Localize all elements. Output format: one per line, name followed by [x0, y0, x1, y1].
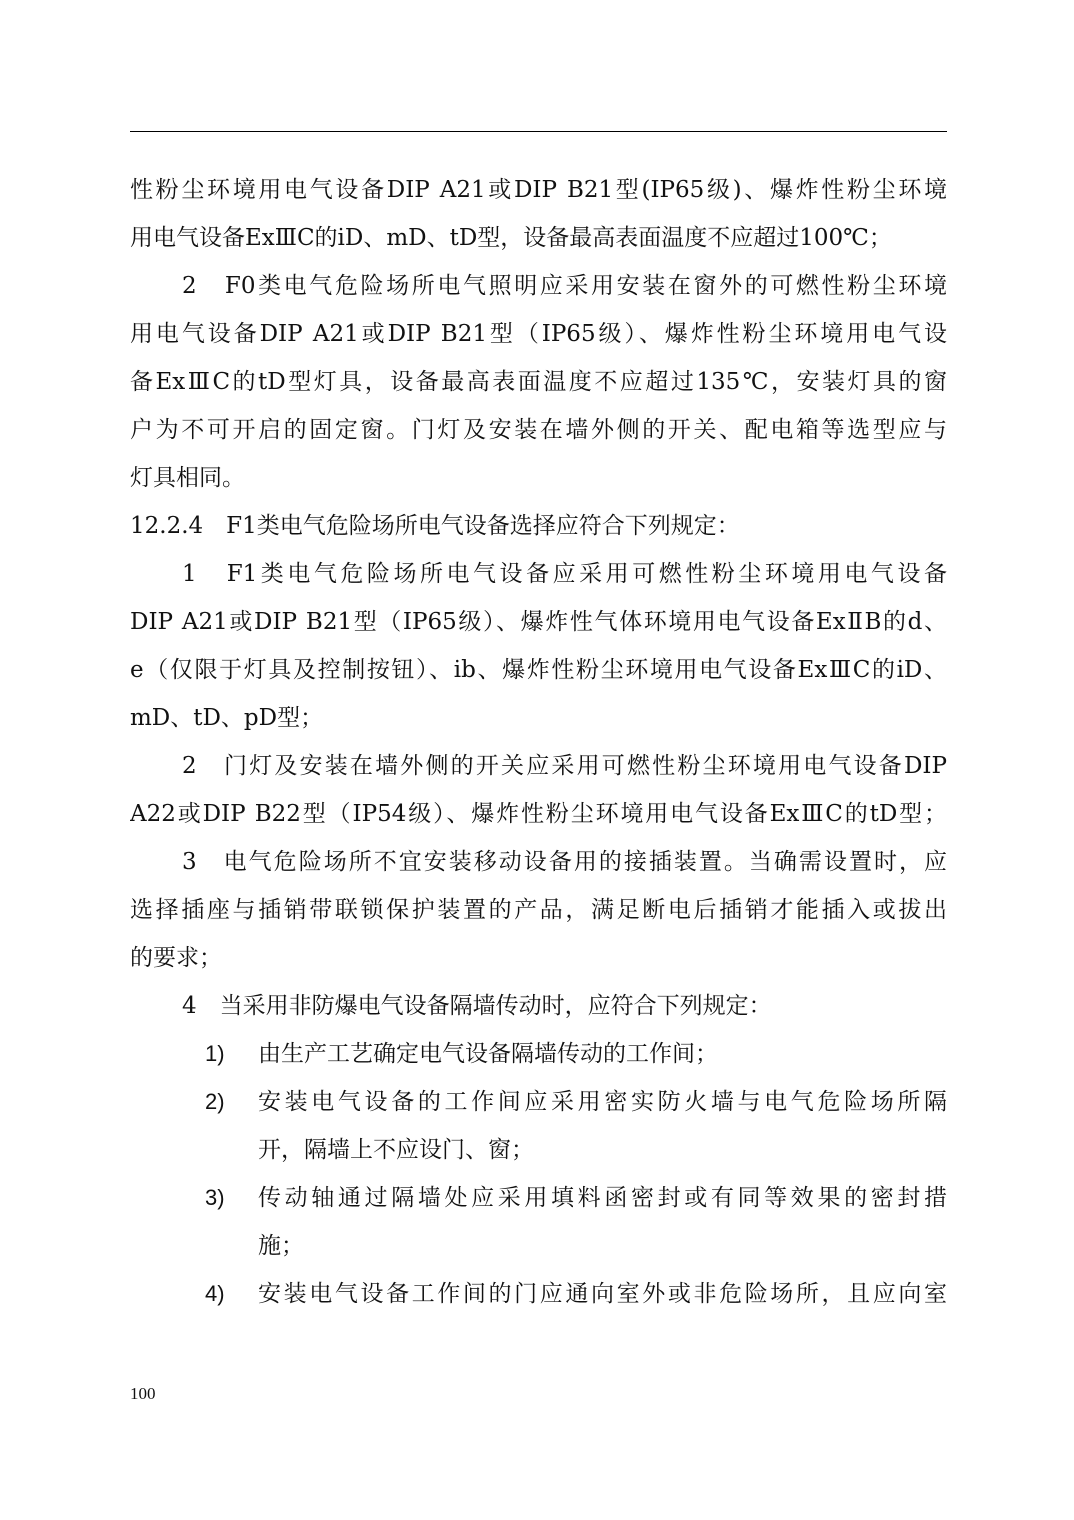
list-item-text: 安装电气设备工作间的门应通向室外或非危险场所，且应向室: [258, 1281, 947, 1307]
text-line: A22或DIP B22型（IP54级）、爆炸性粉尘环境用电气设备ExⅢC的tD型；: [130, 801, 947, 827]
text-line: 3 电气危险场所不宜安装移动设备用的接插装置。当确需设置时，应: [182, 849, 947, 875]
list-item: [130, 1174, 947, 1222]
text-line: 性粉尘环境用电气设备DIP A21或DIP B21型(IP65级)、爆炸性粉尘环境: [130, 177, 947, 203]
text-line: 用电气设备DIP A21或DIP B21型（IP65级）、爆炸性粉尘环境用电气设: [130, 321, 947, 347]
text-line: 4 当采用非防爆电气设备隔墙传动时，应符合下列规定：: [182, 993, 772, 1019]
list-item-text: 安装电气设备的工作间应采用密实防火墙与电气危险场所隔: [258, 1089, 947, 1115]
list-item: [130, 1270, 947, 1318]
list-item: [130, 1078, 947, 1126]
list-item-text: 施；: [258, 1233, 304, 1259]
list-item-text: 开，隔墙上不应设门、窗；: [258, 1137, 534, 1163]
list-item: [130, 1030, 947, 1078]
text-line: 备ExⅢC的tD型灯具，设备最高表面温度不应超过135℃，安装灯具的窗: [130, 369, 947, 395]
list-item-continuation: [130, 1222, 947, 1270]
text-line: mD、tD、pD型；: [130, 705, 324, 731]
text-line: 灯具相同。: [130, 465, 245, 491]
page-number: 100: [130, 1384, 156, 1403]
list-item-continuation: [130, 1126, 947, 1174]
text-line: e（仅限于灯具及控制按钮）、ib、爆炸性粉尘环境用电气设备ExⅢC的iD、: [130, 657, 947, 683]
text-line: 1 F1类电气危险场所电气设备应采用可燃性粉尘环境用电气设备: [182, 561, 947, 587]
text-line: DIP A21或DIP B21型（IP65级）、爆炸性气体环境用电气设备ExⅡB的d、: [130, 609, 947, 635]
list-item-number: 2): [205, 1089, 225, 1114]
section-heading: 12.2.4 F1类电气危险场所电气设备选择应符合下列规定：: [130, 513, 740, 539]
text-line: 2 门灯及安装在墙外侧的开关应采用可燃性粉尘环境用电气设备DIP: [182, 753, 947, 779]
text-line: 用电气设备ExⅢC的iD、mD、tD型，设备最高表面温度不应超过100℃；: [130, 225, 892, 251]
list-item-number: 3): [205, 1185, 225, 1210]
text-line: 户为不可开启的固定窗。门灯及安装在墙外侧的开关、配电箱等选型应与: [130, 417, 947, 443]
list-item-number: 1): [205, 1041, 225, 1066]
text-line: 2 F0类电气危险场所电气照明应采用安装在窗外的可燃性粉尘环境: [182, 273, 947, 299]
text-line: 选择插座与插销带联锁保护装置的产品，满足断电后插销才能插入或拔出: [130, 897, 947, 923]
list-item-text: 由生产工艺确定电气设备隔墙传动的工作间；: [258, 1041, 718, 1067]
document-body: [130, 166, 947, 1318]
header-rule: [130, 131, 947, 132]
list-item-number: 4): [205, 1281, 225, 1306]
list-item-text: 传动轴通过隔墙处应采用填料函密封或有同等效果的密封措: [258, 1185, 947, 1211]
text-line: 的要求；: [130, 945, 222, 971]
